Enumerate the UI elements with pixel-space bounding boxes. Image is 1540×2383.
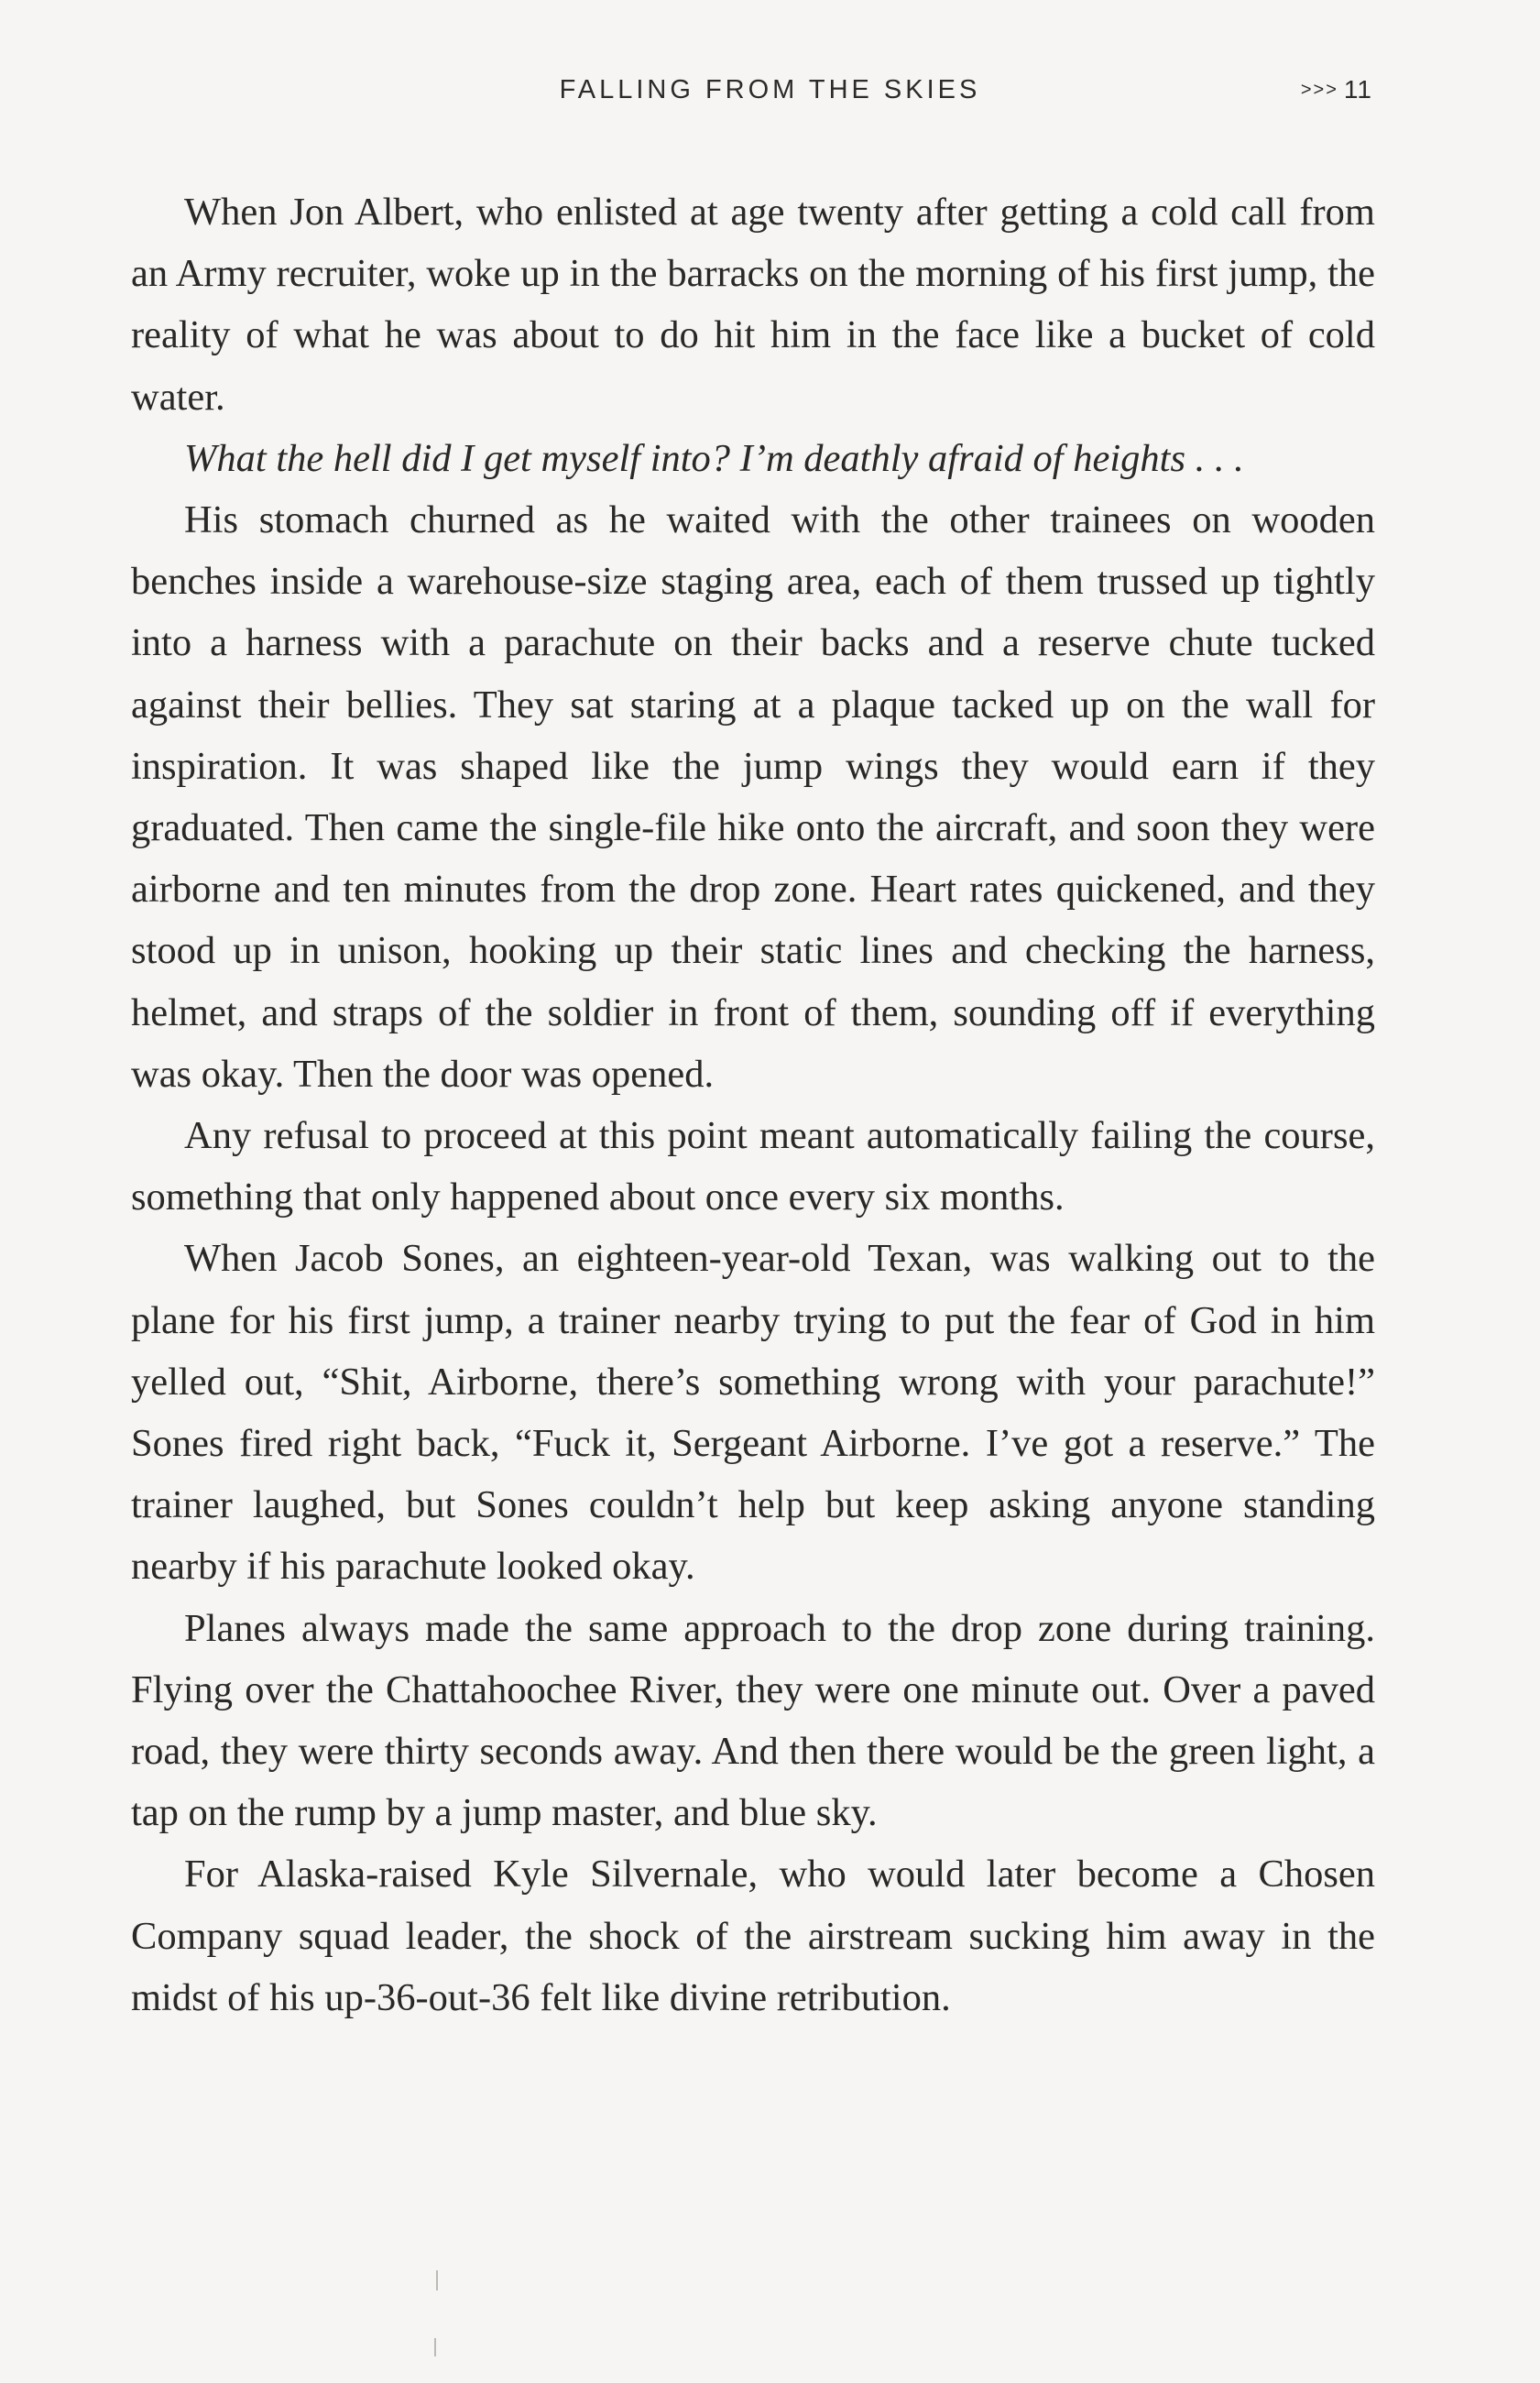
paragraph-kyle-silvernale: For Alaska-raised Kyle Silvernale, who would later become a Chosen Company squad leader, the shock of the airstream sucking him away in the midst of his up-36-out-36 felt like divine retribution.	[131, 1853, 1375, 2019]
page-number-value: 11	[1343, 75, 1372, 104]
paragraph-jon-albert: When Jon Albert, who enlisted at age twenty after getting a cold call from an Army recruiter, woke up in the barracks on the morning of his first jump, the reality of what he was about to do hit him in the face like a bucket of cold water.	[131, 191, 1375, 419]
page-arrows: >>>	[1300, 80, 1338, 100]
running-title: FALLING FROM THE SKIES	[559, 75, 981, 104]
paragraph-staging-area: His stomach churned as he waited with the other trainees on wooden benches inside a warehouse-size staging area, each of them trussed up tightly into a harness with a parachute on their backs and a reserve chute tucked against their bellies. They sat staring at a plaque tacked up on the wall for inspiration. It was shaped like the jump wings they would earn if they graduated. Then came the single-file hike onto the aircraft, and soon they were airborne and ten minutes from the drop zone. Heart rates quickened, and they stood up in unison, hooking up their static lines and checking the harness, helmet, and straps of the soldier in front of them, sounding off if everything was okay. Then the door was opened.	[131, 498, 1375, 1096]
paragraph-refusal: Any refusal to proceed at this point meant automatically failing the course, something that only happened about once every six months.	[131, 1114, 1375, 1219]
scan-artifact-mark	[434, 2338, 436, 2356]
paragraph-inner-thought: What the hell did I get myself into? I’m deathly afraid of heights . . .	[184, 436, 1244, 480]
running-header	[0, 75, 1540, 112]
scan-artifact-mark	[436, 2270, 438, 2290]
paragraph-approach: Planes always made the same approach to the drop zone during training. Flying over the Chattahoochee River, they were one minute out. Over a paved road, they were thirty seconds away. And then there would be the green light, a tap on the rump by a jump master, and blue sky.	[131, 1606, 1375, 1835]
page-number	[1301, 75, 1372, 104]
paragraph-jacob-sones: When Jacob Sones, an eighteen-year-old Texan, was walking out to the plane for his first jump, a trainer nearby trying to put the fear of God in him yelled out, “Shit, Airborne, there’s something wrong with your parachute!” Sones fired right back, “Fuck it, Sergeant Airborne. I’ve got a reserve.” The trainer laughed, but Sones couldn’t help but keep asking anyone standing nearby if his parachute looked okay.	[131, 1237, 1375, 1589]
body-text	[131, 181, 1375, 2028]
